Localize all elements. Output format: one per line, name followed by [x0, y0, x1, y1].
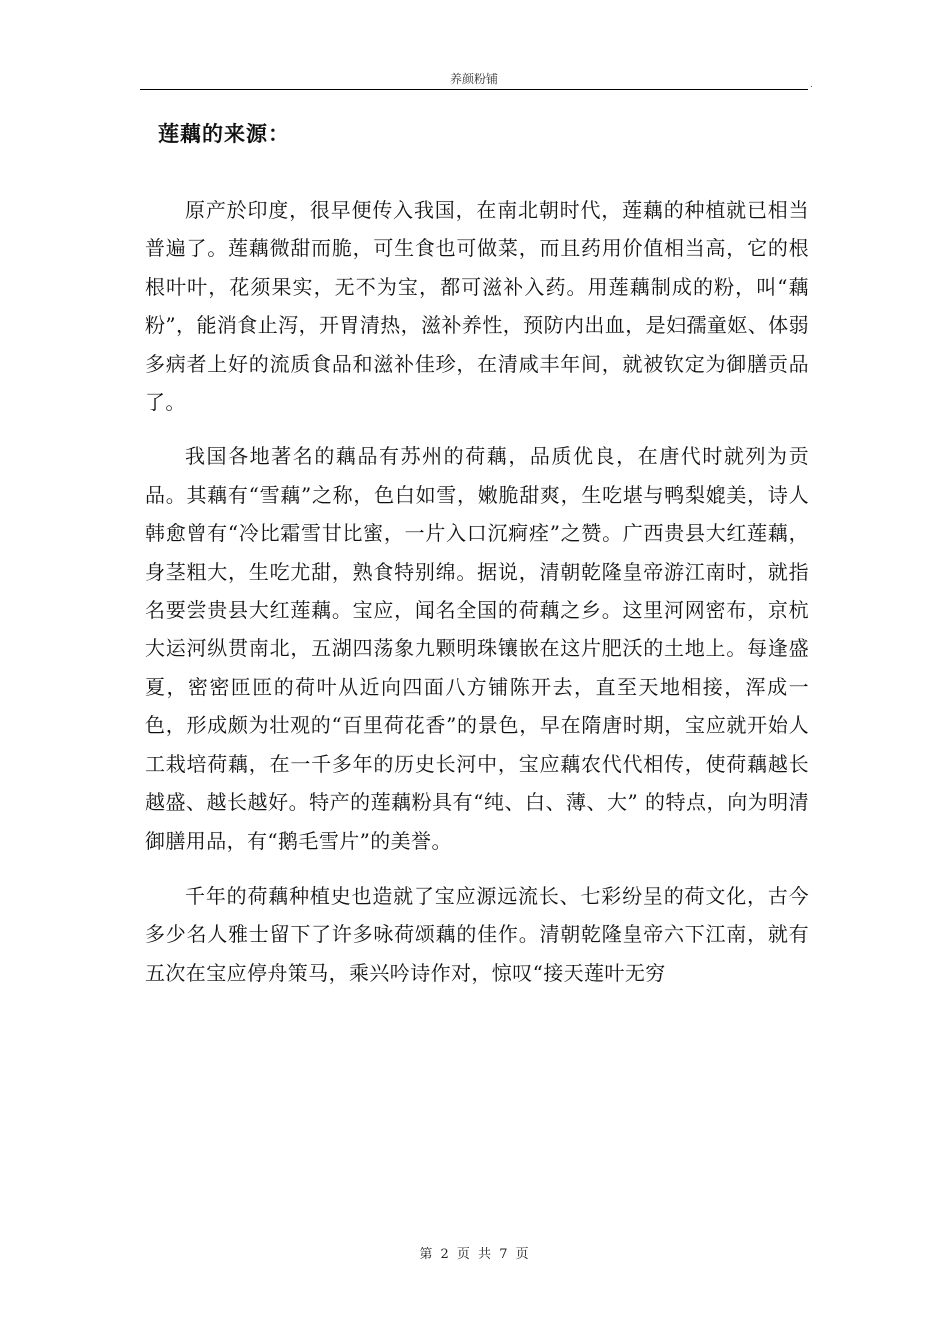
page-number-footer: 第 2 页 共 7 页 [419, 1247, 531, 1262]
header-divider [140, 89, 808, 90]
paragraph: 我国各地著名的藕品有苏州的荷藕，品质优良，在唐代时就列为贡品。其藕有“雪藕”之称，色白如雪，嫩脆甜爽，生吃堪与鸭梨媲美，诗人韩愈曾有“冷比霜雪甘比蜜，一片入口沉痾痊”之赞。广西贵县大红莲藕，身茎粗大，生吃尤甜，熟食特别绵。据说，清朝乾隆皇帝游江南时，就指名要尝贵县大红莲藕。宝应，闻名全国的荷藕之乡。这里河网密布，京杭大运河纵贯南北，五湖四荡象九颗明珠镶嵌在这片肥沃的土地上。每逢盛夏，密密匝匝的荷叶从近向四面八方铺陈开去，直至天地相接，浑成一色，形成颇为壮观的“百里荷花香”的景色，早在隋唐时期，宝应就开始人工栽培荷藕，在一千多年的历史长河中，宝应藕农代代相传，使荷藕越长越盛、越长越好。特产的莲藕粉具有“纯、白、薄、大” 的特点，向为明清御膳用品，有“鹅毛雪片”的美誉。 [145, 444, 809, 853]
section-title: 莲藕的来源： [158, 122, 290, 146]
page-header [140, 70, 813, 90]
header-title: 养颜粉铺 [449, 72, 498, 86]
paragraph: 千年的荷藕种植史也造就了宝应源远流长、七彩纷呈的荷文化，古今多少名人雅士留下了许多咏荷颂藕的佳作。清朝乾隆皇帝六下江南，就有五次在宝应停舟策马，乘兴吟诗作对，惊叹“接天莲叶无穷 [145, 883, 809, 985]
header-mark: . [810, 80, 813, 90]
paragraph: 原产於印度，很早便传入我国，在南北朝时代，莲藕的种植就已相当普遍了。莲藕微甜而脆，可生食也可做菜，而且药用价值相当高，它的根根叶叶，花须果实，无不为宝，都可滋补入药。用莲藕制成的粉，叫“藕粉”，能消食止泻，开胃清热，滋补养性，预防内出血，是妇孺童妪、体弱多病者上好的流质食品和滋补佳珍，在清咸丰年间，就被钦定为御膳贡品了。 [145, 198, 809, 415]
document-body [145, 191, 809, 992]
